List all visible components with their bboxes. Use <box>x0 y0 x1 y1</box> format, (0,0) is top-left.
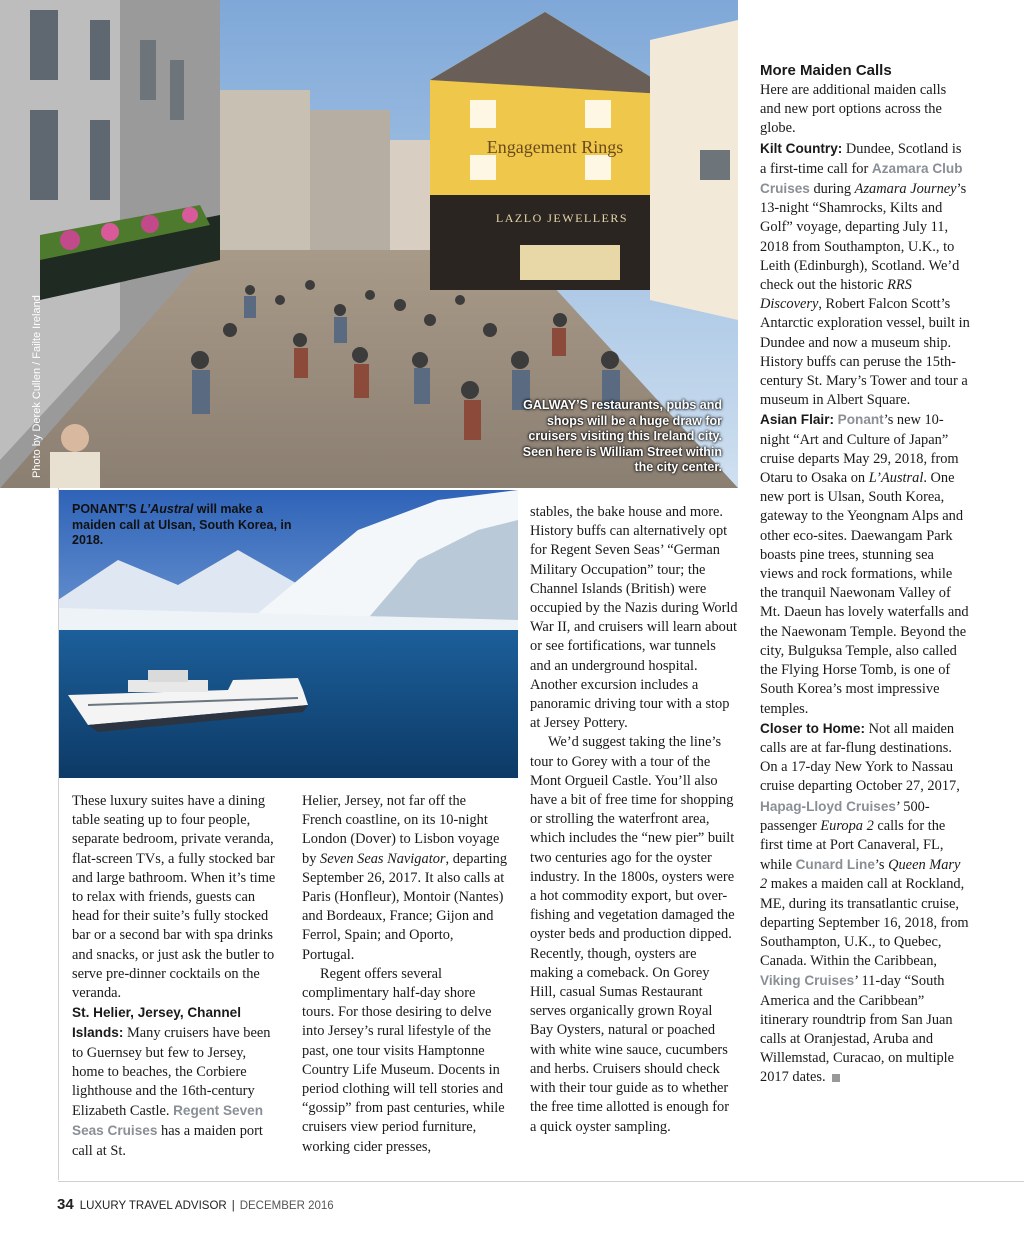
page-number: 34 <box>57 1196 74 1213</box>
col2-p1a: Helier, Jersey, not far off the French coastline, on its 10-night London (Dover) to Lisbon voyage by <box>302 793 500 867</box>
sidebar-heading: More Maiden Calls <box>760 62 892 79</box>
column-2 <box>302 792 508 1157</box>
galway-caption-text: GALWAY’S restaurants, pubs and shops will be a huge draw for cruisers visiting this Ireland city. Seen here is William Street within the city center. <box>522 398 722 474</box>
cruise-line-hapag-lloyd: Hapag-Lloyd Cruises <box>760 798 896 814</box>
laustral-ship-photo <box>58 490 518 778</box>
asian-flair-paragraph <box>760 410 970 718</box>
cruise-line-ponant: Ponant <box>837 412 884 428</box>
sign-lazlo-jewellers: LAZLO JEWELLERS <box>495 211 629 225</box>
laustral-caption-brand: PONANT’S <box>72 502 141 516</box>
col2-p1b: , departing September 26, 2017. It also calls at Paris (Honfleur), Montoir (Nantes) and Bordeaux, France; Gijon and Ferrol, Spain; and Oporto, Portugal. <box>302 850 508 963</box>
asian-flair-lead: Asian Flair: <box>760 412 835 428</box>
col1-paragraph-2 <box>72 1003 278 1161</box>
kilt-country-paragraph <box>760 139 970 411</box>
left-margin-rule <box>58 488 59 1180</box>
page-footer <box>57 1196 334 1213</box>
kilt-text-c: ’s 13-night “Shamrocks, Kilts and Golf” voyage, departing July 11, 2018 from Southampton, U.K., to Leith (Edinburgh), Scotland. We’d check out the historic <box>760 181 967 294</box>
sign-engagement-rings: Engagement Rings <box>486 137 624 157</box>
photo-credit: Photo by Derek Cullen / Failte Ireland <box>31 295 43 478</box>
home-text-b: ’ 500-passenger <box>760 798 930 834</box>
footer-separator: | <box>231 1200 235 1212</box>
home-text-f: ’ 11-day “South America and the Caribbean” itinerary roundtrip from San Juan calls at Oranjestad, Aruba and Willemstad, Curacao, on multiple 2017 dates. <box>760 973 955 1086</box>
column-4 <box>760 61 970 1088</box>
end-of-article-mark <box>832 1074 840 1082</box>
ship-azamara-journey: Azamara Journey <box>854 181 957 198</box>
column-3 <box>530 503 738 1137</box>
home-text-d: ’s <box>874 857 889 874</box>
galway-photo-caption <box>522 398 722 476</box>
col3-paragraph-1: stables, the bake house and more. History buffs can alternatively opt for Regent Seven Seas’ “German Military Occupation” tour; the Channel Islands (British) were occupied by the Nazis during World War II, and cruisers will learn about or see fortifications, war tunnels and an underground hospital. Another excursion includes a panoramic driving tour with a stop at Jersey Pottery. <box>530 504 738 732</box>
jersey-lead: St. Helier, Jersey, Channel Islands: <box>72 1005 241 1041</box>
closer-to-home-paragraph <box>760 719 970 1088</box>
footer-rule <box>58 1181 1024 1182</box>
home-text-a: Not all maiden calls are at far-flung destinations. On a 17-day New York to Nassau cruise departing October 27, 2017, <box>760 720 960 795</box>
kilt-text-d: , Robert Falcon Scott’s Antarctic exploration vessel, built in Dundee and now a museum ship. History buffs can peruse the 15th-century St. Mary’s Tower and tour a museum in Albert Square. <box>760 296 970 409</box>
col1-p2b: has a maiden port call at St. <box>72 1123 263 1159</box>
col1-p2a: Many cruisers have been to Guernsey but few to Jersey, home to beaches, the Corbiere lighthouse and the 16th-century Elizabeth Castle. <box>72 1025 271 1120</box>
asian-text-b: . One new port is Ulsan, South Korea, gateway to the Yeongnam Alps and other eco-sites. Daewangam Park boasts pine trees, stunning sea views and rock formations, while the tranquil Naewonam Valley of Mt. Daeun has lovely waterfalls and the Naewonam Temple. Beyond the city, Bulguksa Temple, also called the Flying Horse Tomb, is one of South Korea’s most impressive temples. <box>760 470 969 717</box>
issue-date: DECEMBER 2016 <box>239 1200 334 1212</box>
col1-paragraph-1: These luxury suites have a dining table seating up to four people, separate bedroom, private veranda, flat-screen TVs, a fully stocked bar and large bathroom. When it’s time to relax with friends, guests can head for their suite’s fully stocked bar or a second bar with spa drinks and snacks, or just ask the butler to serve pre-dinner cocktails on the veranda. <box>72 793 276 1002</box>
ship-seven-seas-navigator: Seven Seas Navigator <box>320 850 446 867</box>
col2-paragraph-2: Regent offers several complimentary half-day shore tours. For those desiring to delve into Jersey’s rural lifestyle of the past, one tour visits Hamptonne Country Life Museum. Docents in period clothing will tell stories and “gossip” from past centuries, while cruisers view period furniture, working cider presses, <box>302 965 505 1155</box>
kilt-text-a: Dundee, Scotland is a first-time call for <box>760 140 962 177</box>
home-text-c: calls for the first time at Port Canaveral, FL, while <box>760 817 946 874</box>
laustral-caption-ship: L’Austral <box>140 502 194 516</box>
kilt-country-lead: Kilt Country: <box>760 140 843 156</box>
column-1 <box>72 792 278 1161</box>
ship-queen-mary-2: Queen Mary 2 <box>760 857 961 893</box>
home-text-e: makes a maiden call at Rockland, ME, during its transatlantic cruise, departing September 16, 2018, from Southampton, U.K., to Quebec, Canada. Within the Caribbean, <box>760 876 969 970</box>
col2-paragraph-1 <box>302 792 508 965</box>
closer-to-home-lead: Closer to Home: <box>760 720 865 736</box>
galway-street-photo <box>0 0 738 488</box>
cruise-line-regent: Regent Seven Seas Cruises <box>72 1103 264 1139</box>
vessel-rrs-discovery: RRS Discovery <box>760 277 912 313</box>
cruise-line-azamara: Azamara Club Cruises <box>760 160 963 197</box>
ship-laustral: L’Austral <box>868 470 924 487</box>
cruise-line-cunard: Cunard Line <box>795 857 875 873</box>
laustral-caption-rest: will make a maiden call at Ulsan, South Korea, in 2018. <box>72 502 292 547</box>
publication-name: LUXURY TRAVEL ADVISOR <box>79 1200 227 1212</box>
kilt-text-b: during <box>809 181 855 198</box>
ship-europa-2: Europa 2 <box>820 817 874 834</box>
asian-text-a: ’s new 10-night “Art and Culture of Japan” cruise departs May 29, 2018, from Otaru to Osaka on <box>760 412 959 487</box>
laustral-photo-caption <box>72 502 302 549</box>
col3-paragraph-2: We’d suggest taking the line’s tour to Gorey with a tour of the Mont Orgueil Castle. You’ll also have a bit of free time for shopping or strolling the waterfront area, which includes the “new pier” built two centuries ago for the oyster industry. In the 1800s, oysters were a hot commodity export, but over-fishing and vegetation damaged the oyster beds and production dipped. Recently, though, oysters are making a comeback. On Gorey Hill, casual Sumas Restaurant serves organically grown Royal Bay Oysters, natural or poached with white wine sauce, cucumbers and herbs. Cruisers should check with their tour guide as to whether the free time allotted is enough for a quick oyster sampling. <box>530 734 735 1135</box>
sidebar-intro: Here are additional maiden calls and new port options across the globe. <box>760 82 947 137</box>
cruise-line-viking: Viking Cruises <box>760 973 855 989</box>
